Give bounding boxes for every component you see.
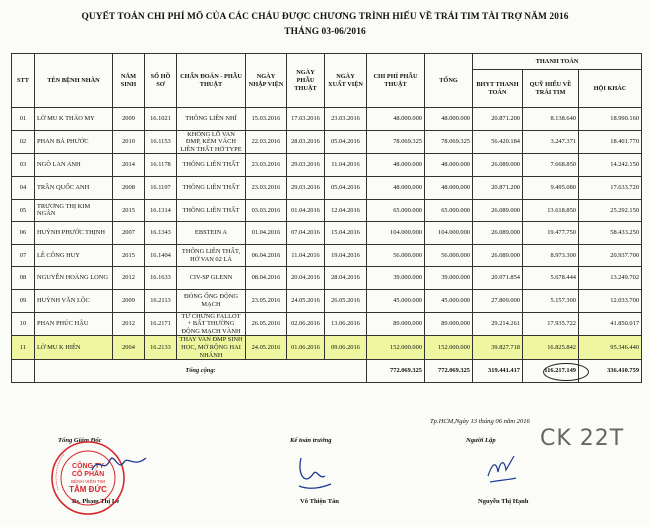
cell-fund: 8.973.300 (523, 244, 579, 267)
cell-cost: 65.000.000 (367, 199, 425, 222)
cell-diagnosis: THÔNG LIÊN THẤT (177, 154, 246, 177)
cell-stt: 05 (12, 199, 35, 222)
cell-total: 65.000.000 (425, 199, 473, 222)
cell-cost: 152.000.000 (367, 336, 425, 360)
cell-surgery: 01.06.2016 (287, 336, 325, 360)
cell-birth: 2007 (113, 222, 145, 245)
total-fund: 116.217.149 (523, 360, 579, 383)
cell-stt: 11 (12, 336, 35, 360)
cell-cost: 104.000.000 (367, 222, 425, 245)
cell-bhyt: 26.089.000 (473, 199, 523, 222)
cell-record: 16.1404 (145, 244, 177, 267)
cell-record: 16.2171 (145, 312, 177, 336)
cell-diagnosis: CIV-SP GLENN (177, 267, 246, 290)
header-birth: NĂM SINH (113, 54, 145, 108)
cell-bhyt: 56.420.184 (473, 130, 523, 154)
cell-other: 18.401.770 (579, 130, 642, 154)
cell-discharge: 05.04.2016 (325, 176, 367, 199)
cell-name: NGUYỄN HOÀNG LONG (35, 267, 113, 290)
table-row (12, 154, 642, 177)
cell-fund: 17.935.722 (523, 312, 579, 336)
cell-admit: 24.05.2016 (246, 336, 287, 360)
cell-discharge: 23.03.2016 (325, 108, 367, 131)
cell-stt: 04 (12, 176, 35, 199)
cell-birth: 2008 (113, 176, 145, 199)
cell-total: 152.000.000 (425, 336, 473, 360)
cell-stt: 06 (12, 222, 35, 245)
cell-admit: 26.05.2016 (246, 312, 287, 336)
cell-discharge: 09.06.2016 (325, 336, 367, 360)
cell-record: 16.1314 (145, 199, 177, 222)
cell-admit: 22.03.2016 (246, 130, 287, 154)
cell-record: 16.1197 (145, 176, 177, 199)
total-bhyt: 319.441.417 (473, 360, 523, 383)
cell-other: 41.850.017 (579, 312, 642, 336)
cell-birth: 2009 (113, 108, 145, 131)
cell-cost: 48.000.000 (367, 108, 425, 131)
header-payment: THANH TOÁN (473, 54, 642, 70)
date-line: Tp.HCM,Ngày 13 tháng 06 năm 2016 (430, 418, 530, 425)
table-row-highlighted (12, 336, 642, 360)
cell-total: 48.000.000 (425, 154, 473, 177)
cell-surgery: 29.03.2016 (287, 154, 325, 177)
accountant-title: Kế toán trưởng (290, 437, 332, 444)
cell-diagnosis: THAY VAN ĐMP SINH HỌC, MỞ RỘNG HAI NHÁNH (177, 336, 246, 360)
total-total: 772.069.325 (425, 360, 473, 383)
cell-total: 56.000.000 (425, 244, 473, 267)
cell-empty (12, 360, 35, 383)
cell-discharge: 26.05.2016 (325, 289, 367, 312)
cell-birth: 2012 (113, 312, 145, 336)
cell-fund: 16.825.842 (523, 336, 579, 360)
cell-stt: 07 (12, 244, 35, 267)
cell-cost: 89.000.000 (367, 312, 425, 336)
cell-discharge: 05.04.2016 (325, 130, 367, 154)
cell-discharge: 13.06.2016 (325, 312, 367, 336)
cell-stt: 09 (12, 289, 35, 312)
cell-record: 16.1178 (145, 154, 177, 177)
cell-bhyt: 20.871.200 (473, 108, 523, 131)
cell-birth: 2012 (113, 267, 145, 290)
stamp-line-1: CÔNG TY (72, 463, 104, 470)
cell-bhyt: 26.089.000 (473, 244, 523, 267)
header-name: TÊN BỆNH NHÂN (35, 54, 113, 108)
header-bhyt: BHYT THANH TOÁN (473, 70, 523, 108)
header-admit: NGÀY NHẬP VIỆN (246, 54, 287, 108)
cell-cost: 48.000.000 (367, 154, 425, 177)
cell-total: 78.069.325 (425, 130, 473, 154)
preparer-title: Người Lập (466, 437, 496, 444)
cell-surgery: 29.03.2016 (287, 176, 325, 199)
cell-cost: 78.069.325 (367, 130, 425, 154)
header-total: TỔNG (425, 54, 473, 108)
table-row (12, 222, 642, 245)
cell-surgery: 07.04.2016 (287, 222, 325, 245)
table-row (12, 176, 642, 199)
handwritten-circle-mark (543, 363, 589, 381)
table-row (12, 267, 642, 290)
header-other: HỘI KHÁC (579, 70, 642, 108)
cell-admit: 15.03.2016 (246, 108, 287, 131)
cell-diagnosis: ĐÓNG ỐNG ĐỘNG MẠCH (177, 289, 246, 312)
cell-stt: 03 (12, 154, 35, 177)
cell-admit: 03.03.2016 (246, 199, 287, 222)
handwritten-note: CK 22T (540, 426, 625, 451)
cell-total: 48.000.000 (425, 108, 473, 131)
header-surgery: NGÀY PHẪU THUẬT (287, 54, 325, 108)
cell-name: TRƯƠNG THỊ KIM NGÂN (35, 199, 113, 222)
table-row (12, 312, 642, 336)
cell-fund: 8.138.640 (523, 108, 579, 131)
director-title: Tổng Giám Đốc (58, 437, 102, 444)
cell-bhyt: 27.809.000 (473, 289, 523, 312)
header-cost: CHI PHÍ PHẪU THUẬT (367, 54, 425, 108)
cell-diagnosis: EBSTEIN A (177, 222, 246, 245)
document-title: QUYẾT TOÁN CHI PHÍ MỔ CỦA CÁC CHÁU ĐƯỢC CHƯƠNG TRÌNH HIẾU VỀ TRÁI TIM TÀI TRỢ NĂM 2016 (81, 12, 569, 22)
cell-name: LỜ MU K THẢO MY (35, 108, 113, 131)
total-cost: 772.069.325 (367, 360, 425, 383)
cell-bhyt: 39.827.718 (473, 336, 523, 360)
cell-total: 39.000.000 (425, 267, 473, 290)
cell-name: TRẦN QUỐC ANH (35, 176, 113, 199)
cell-bhyt: 20.071.854 (473, 267, 523, 290)
cell-admit: 23.03.2016 (246, 154, 287, 177)
stamp-line-2: CỔ PHẦN (71, 471, 105, 478)
cell-admit: 23.05.2016 (246, 289, 287, 312)
preparer-name: Nguyễn Thị Hạnh (478, 498, 529, 505)
director-signature (90, 448, 150, 480)
cell-birth: 2009 (113, 289, 145, 312)
cell-surgery: 11.04.2016 (287, 244, 325, 267)
stamp-line-3: BỆNH VIỆN TIM (71, 479, 105, 484)
cell-name: HUỲNH PHƯỚC THỊNH (35, 222, 113, 245)
cell-diagnosis: THÔNG LIÊN THẤT, HỞ VAN 02 LÁ (177, 244, 246, 267)
cell-surgery: 02.06.2016 (287, 312, 325, 336)
header-discharge: NGÀY XUẤT VIỆN (325, 54, 367, 108)
cell-discharge: 15.04.2016 (325, 222, 367, 245)
cell-other: 17.633.720 (579, 176, 642, 199)
cell-admit: 01.04.2016 (246, 222, 287, 245)
cell-name: PHAN PHÚC HẬU (35, 312, 113, 336)
cell-discharge: 19.04.2016 (325, 244, 367, 267)
cell-cost: 56.000.000 (367, 244, 425, 267)
cell-birth: 2010 (113, 130, 145, 154)
cell-other: 95.346.440 (579, 336, 642, 360)
cell-fund: 5.678.444 (523, 267, 579, 290)
cell-name: LÊ CÔNG HUY (35, 244, 113, 267)
cell-total: 48.000.000 (425, 176, 473, 199)
cell-other: 25.292.150 (579, 199, 642, 222)
cell-other: 14.242.150 (579, 154, 642, 177)
cell-name: HUỲNH VĂN LỘC (35, 289, 113, 312)
table-row (12, 108, 642, 131)
cell-cost: 45.000.000 (367, 289, 425, 312)
cell-stt: 08 (12, 267, 35, 290)
cell-diagnosis: THÔNG LIÊN THẤT (177, 176, 246, 199)
cell-fund: 3.247.371 (523, 130, 579, 154)
cell-surgery: 24.05.2016 (287, 289, 325, 312)
totals-label: Tổng cộng: (35, 360, 367, 383)
cell-total: 104.000.000 (425, 222, 473, 245)
cell-fund: 7.668.850 (523, 154, 579, 177)
cell-surgery: 17.03.2016 (287, 108, 325, 131)
cell-discharge: 12.04.2016 (325, 199, 367, 222)
cell-birth: 2015 (113, 199, 145, 222)
cell-birth: 2014 (113, 154, 145, 177)
cell-other: 13.249.702 (579, 267, 642, 290)
cell-fund: 13.618.850 (523, 199, 579, 222)
header-diagnosis: CHẨN ĐOÁN - PHẪU THUẬT (177, 54, 246, 108)
cell-bhyt: 29.214.261 (473, 312, 523, 336)
accountant-name: Võ Thiện Tân (300, 498, 339, 505)
cell-diagnosis: THÔNG LIÊN THẤT (177, 199, 246, 222)
cell-name: LỜ MU K HIÊN (35, 336, 113, 360)
total-other: 336.410.759 (579, 360, 642, 383)
cell-other: 18.990.160 (579, 108, 642, 131)
table-body (12, 108, 642, 383)
cell-record: 16.2133 (145, 336, 177, 360)
cell-stt: 01 (12, 108, 35, 131)
cell-surgery: 28.03.2016 (287, 130, 325, 154)
cell-surgery: 20.04.2016 (287, 267, 325, 290)
cell-admit: 23.03.2016 (246, 176, 287, 199)
cell-total: 89.000.000 (425, 312, 473, 336)
stamp-line-4: TÂM ĐỨC (69, 485, 107, 494)
cell-other: 58.433.250 (579, 222, 642, 245)
table-row (12, 244, 642, 267)
cell-fund: 5.157.300 (523, 289, 579, 312)
accountant-signature (295, 450, 335, 492)
cell-admit: 08.04.2016 (246, 267, 287, 290)
cell-stt: 02 (12, 130, 35, 154)
cell-bhyt: 20.871.200 (473, 176, 523, 199)
cell-record: 16.1343 (145, 222, 177, 245)
director-name: Bs. Phạm Thị Lễ (72, 498, 120, 505)
cell-diagnosis: KHÔNG LỖ VAN ĐMP, KÈM VÁCH LIÊN THẤT HỞ TYPE (177, 130, 246, 154)
cell-total: 45.000.000 (425, 289, 473, 312)
cell-birth: 2004 (113, 336, 145, 360)
cell-record: 16.1153 (145, 130, 177, 154)
cell-record: 16.2113 (145, 289, 177, 312)
cell-discharge: 11.04.2016 (325, 154, 367, 177)
header-record: SỐ HỒ SƠ (145, 54, 177, 108)
header-stt: STT (12, 54, 35, 108)
cell-diagnosis: THÔNG LIÊN NHĨ (177, 108, 246, 131)
cell-stt: 10 (12, 312, 35, 336)
cell-birth: 2015 (113, 244, 145, 267)
preparer-signature (484, 450, 520, 486)
cell-record: 16.1633 (145, 267, 177, 290)
table-row (12, 199, 642, 222)
cell-bhyt: 26.089.000 (473, 154, 523, 177)
table-row (12, 130, 642, 154)
cell-fund: 9.495.080 (523, 176, 579, 199)
settlement-table (11, 53, 642, 383)
cell-name: PHAN BÁ PHƯỚC (35, 130, 113, 154)
table-row (12, 289, 642, 312)
cell-diagnosis: TỨ CHỨNG FALLOT + BẤT THƯỜNG ĐỘNG MẠCH VÀNH (177, 312, 246, 336)
cell-other: 12.033.700 (579, 289, 642, 312)
cell-bhyt: 26.089.000 (473, 222, 523, 245)
cell-record: 16.1021 (145, 108, 177, 131)
header-fund: QUỸ HIẾU VỀ TRÁI TIM (523, 70, 579, 108)
cell-other: 20.937.700 (579, 244, 642, 267)
cell-cost: 48.000.000 (367, 176, 425, 199)
document-subtitle: THÁNG 03-06/2016 (284, 27, 366, 37)
cell-admit: 06.04.2016 (246, 244, 287, 267)
cell-fund: 19.477.750 (523, 222, 579, 245)
cell-discharge: 28.04.2016 (325, 267, 367, 290)
cell-name: NGÔ LAN ANH (35, 154, 113, 177)
cell-cost: 39.000.000 (367, 267, 425, 290)
cell-surgery: 01.04.2016 (287, 199, 325, 222)
